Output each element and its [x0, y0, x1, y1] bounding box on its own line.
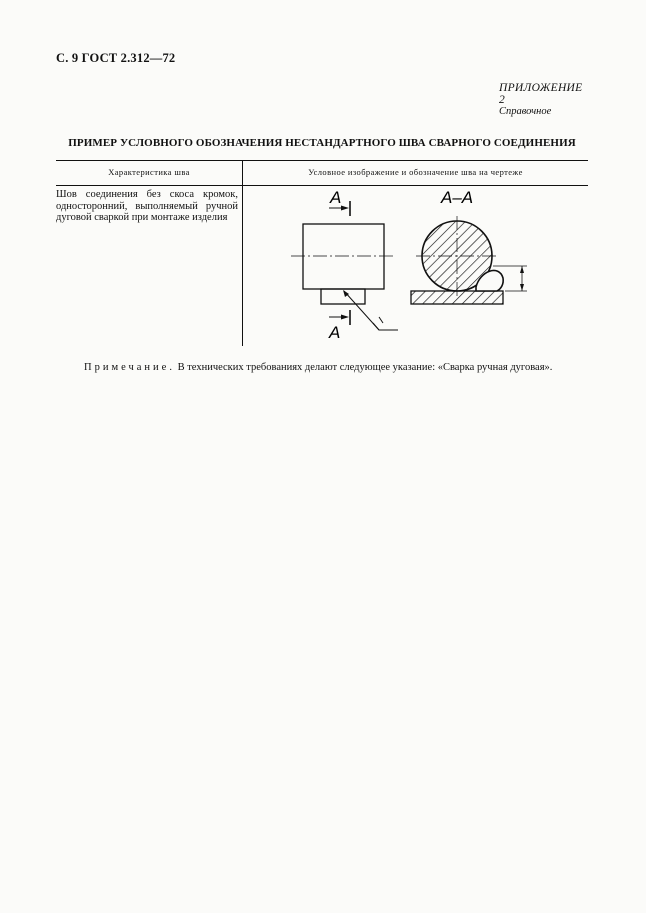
column-header-drawing: Условное изображение и обозначение шва на чертеже	[308, 167, 523, 177]
note-text: В технических требованиях делают следующее указание: «Сварка ручная дуговая».	[174, 362, 553, 373]
weld-drawing	[243, 186, 588, 346]
appendix-title: ПРИЛОЖЕНИЕ 2	[499, 82, 583, 106]
appendix-label	[499, 82, 589, 117]
section-label-bottom: A	[329, 323, 341, 342]
table-cell-characteristic: Шов соединения без скоса кромок, односторонний, выполняемый ручной дуговой сваркой при монтаже изделия	[56, 189, 238, 224]
part-flange	[321, 289, 365, 304]
section-view-label: A–A	[441, 188, 474, 207]
weld-symbol-mark	[379, 317, 383, 323]
dim-arrow-bottom	[520, 284, 524, 291]
appendix-note: Справочное	[499, 106, 552, 117]
part-body	[303, 224, 384, 289]
column-header-characteristic: Характеристика шва	[108, 167, 190, 177]
note-label: Примечание.	[84, 362, 175, 373]
weld-drawing-svg	[243, 186, 588, 346]
table-top-rule	[56, 160, 588, 161]
weld-table	[56, 160, 588, 346]
dim-arrow-top	[520, 266, 524, 273]
weld-leader-shelf	[373, 323, 398, 330]
section-label-top: A	[330, 188, 342, 207]
note-paragraph	[84, 362, 552, 373]
section-arrow-top-head	[341, 206, 349, 211]
section-arrow-bottom-head	[341, 315, 349, 320]
document-title: ПРИМЕР УСЛОВНОГО ОБОЗНАЧЕНИЯ НЕСТАНДАРТНОГО ШВА СВАРНОГО СОЕДИНЕНИЯ	[68, 137, 576, 149]
page-header: С. 9 ГОСТ 2.312—72	[56, 51, 176, 65]
